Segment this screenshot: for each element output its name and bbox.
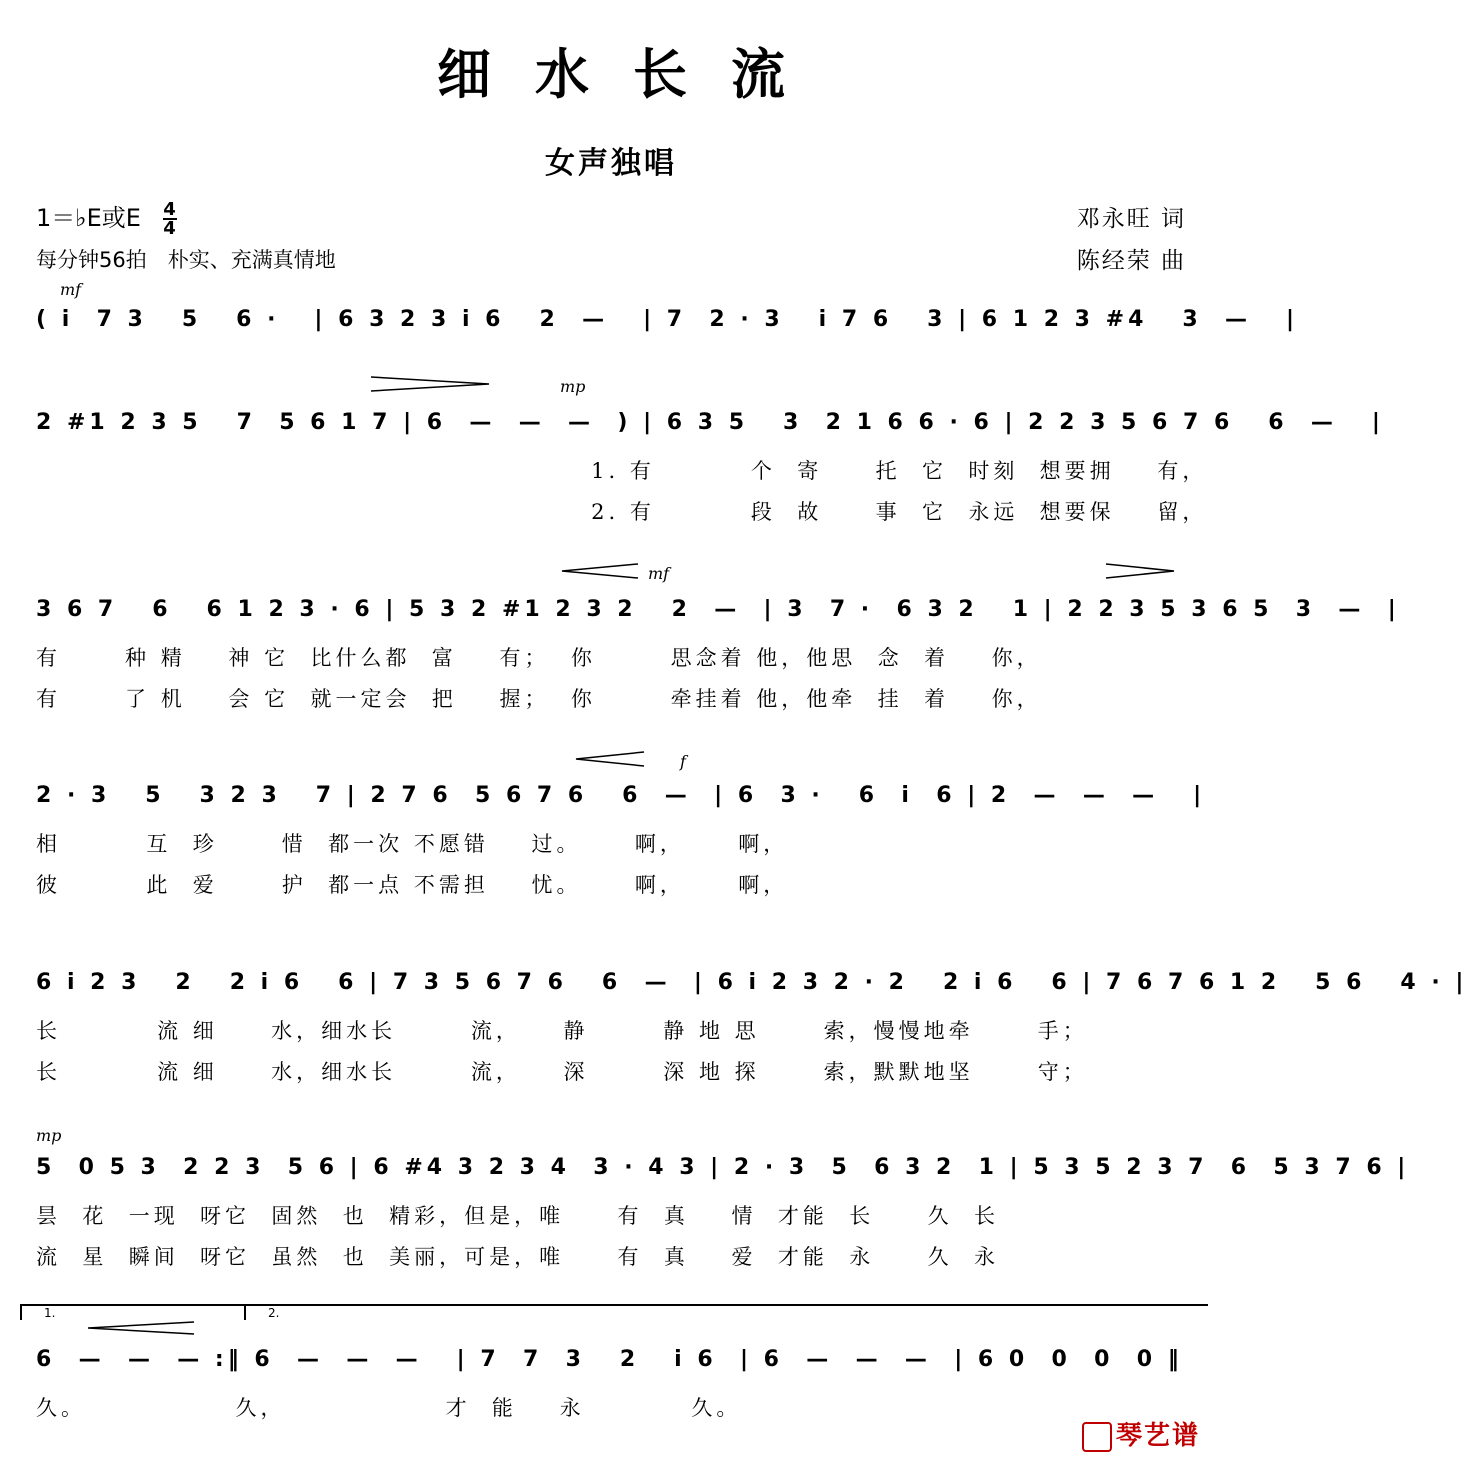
lyrics-verse-1: 相 互 珍 惜 都一次 不愿错 过。 啊， 啊， xyxy=(36,832,789,856)
notes-line: 6 — — — :‖ 6 — — — | 7 7 3 2 i 6 | 6 — — — | 6 0 0 0 0 ‖ xyxy=(36,1347,1183,1372)
notes-line: 3 6 7 6 6 1 2 3 · 6 | 5 3 2 #1 2 3 2 2 — | 3 7 · 6 3 2 1 | 2 2 3 5 3 6 5 3 — | xyxy=(36,597,1400,622)
notes-line: 2 · 3 5 3 2 3 7 | 2 7 6 5 6 7 6 6 — | 6 3 · 6 i 6 | 2 — — — | xyxy=(36,783,1206,808)
lyrics-verse-2: 有 了 机 会 它 就一定会 把 握； 你 牵挂着 他，他牵 挂 着 你， xyxy=(36,687,1042,711)
decrescendo-hairpin xyxy=(371,375,491,393)
time-top: 4 xyxy=(163,199,176,220)
song-subtitle: 女声独唱 xyxy=(545,146,677,181)
lyrics-verse-2: 彼 此 爱 护 都一点 不需担 忧。 啊， 啊， xyxy=(36,873,789,897)
notes-line: ( i 7 3 5 6 · | 6 3 2 3 i 6 2 — | 7 2 · 3 i 7 6 3 | 6 1 2 3 #4 3 — | xyxy=(36,307,1298,332)
notes-line: 5 0 5 3 2 2 3 5 6 | 6 #4 3 2 3 4 3 · 4 3 | 2 · 3 5 6 3 2 1 | 5 3 5 2 3 7 6 5 3 7 6 | xyxy=(36,1155,1410,1180)
watermark-text: 琴艺谱 xyxy=(1115,1421,1200,1451)
decrescendo-hairpin xyxy=(1106,562,1176,580)
dynamic-mark: mp xyxy=(560,377,586,396)
lyrics-verse-2: 流 星 瞬间 呀它 虽然 也 美丽，可是，唯 有 真 爱 才能 永 久 永 xyxy=(36,1245,999,1269)
time-signature xyxy=(163,201,177,237)
crescendo-hairpin xyxy=(86,1320,196,1336)
tempo-marking: 每分钟56拍 朴实、充满真情地 xyxy=(36,248,336,272)
lyrics-verse-1: 昙 花 一现 呀它 固然 也 精彩，但是，唯 有 真 情 才能 长 久 长 xyxy=(36,1204,999,1228)
notes-line: 2 #1 2 3 5 7 5 6 1 7 | 6 — — — ) | 6 3 5 3 2 1 6 6 · 6 | 2 2 3 5 6 7 6 6 — | xyxy=(36,410,1384,435)
key-text: 1＝♭E或E xyxy=(36,204,141,232)
lyrics-verse-1: 1. 有 个 寄 托 它 时刻 想要拥 有， xyxy=(36,459,1208,483)
lyrics-verse-1: 长 流 细 水，细水长 流， 静 静 地 思 索，慢慢地牵 手； xyxy=(36,1019,1088,1043)
crescendo-hairpin xyxy=(560,562,640,580)
composer: 陈经荣 曲 xyxy=(1076,248,1186,274)
lyrics-verse-1: 有 种 精 神 它 比什么都 富 有； 你 思念着 他，他思 念 着 你， xyxy=(36,646,1042,670)
lyrics-verse-2: 长 流 细 水，细水长 流， 深 深 地 探 索，默默地坚 守； xyxy=(36,1060,1088,1084)
dynamic-mark: f xyxy=(680,752,686,771)
notes-line: 6 i 2 3 2 2 i 6 6 | 7 3 5 6 7 6 6 — | 6 i 2 3 2 · 2 2 i 6 6 | 7 6 7 6 1 2 5 6 4 · | xyxy=(36,970,1467,995)
volta-first-ending: 1. xyxy=(20,1304,244,1320)
song-title: 细水长流 xyxy=(437,43,829,106)
qinyipu-logo-icon xyxy=(1082,1422,1112,1452)
time-bottom: 4 xyxy=(163,218,176,239)
watermark xyxy=(1082,1415,1200,1452)
key-signature xyxy=(36,198,177,237)
lyricist: 邓永旺 词 xyxy=(1076,206,1186,232)
dynamic-mark: mf xyxy=(60,280,82,299)
lyrics-verse-1: 久。 久， 才 能 永 久。 xyxy=(36,1396,742,1420)
lyrics-verse-2: 2. 有 段 故 事 它 永远 想要保 留， xyxy=(36,500,1208,524)
volta-second-ending: 2. xyxy=(244,1304,1208,1320)
dynamic-mark: mp xyxy=(36,1126,62,1145)
crescendo-hairpin xyxy=(574,750,646,768)
dynamic-mark: mf xyxy=(648,564,670,583)
